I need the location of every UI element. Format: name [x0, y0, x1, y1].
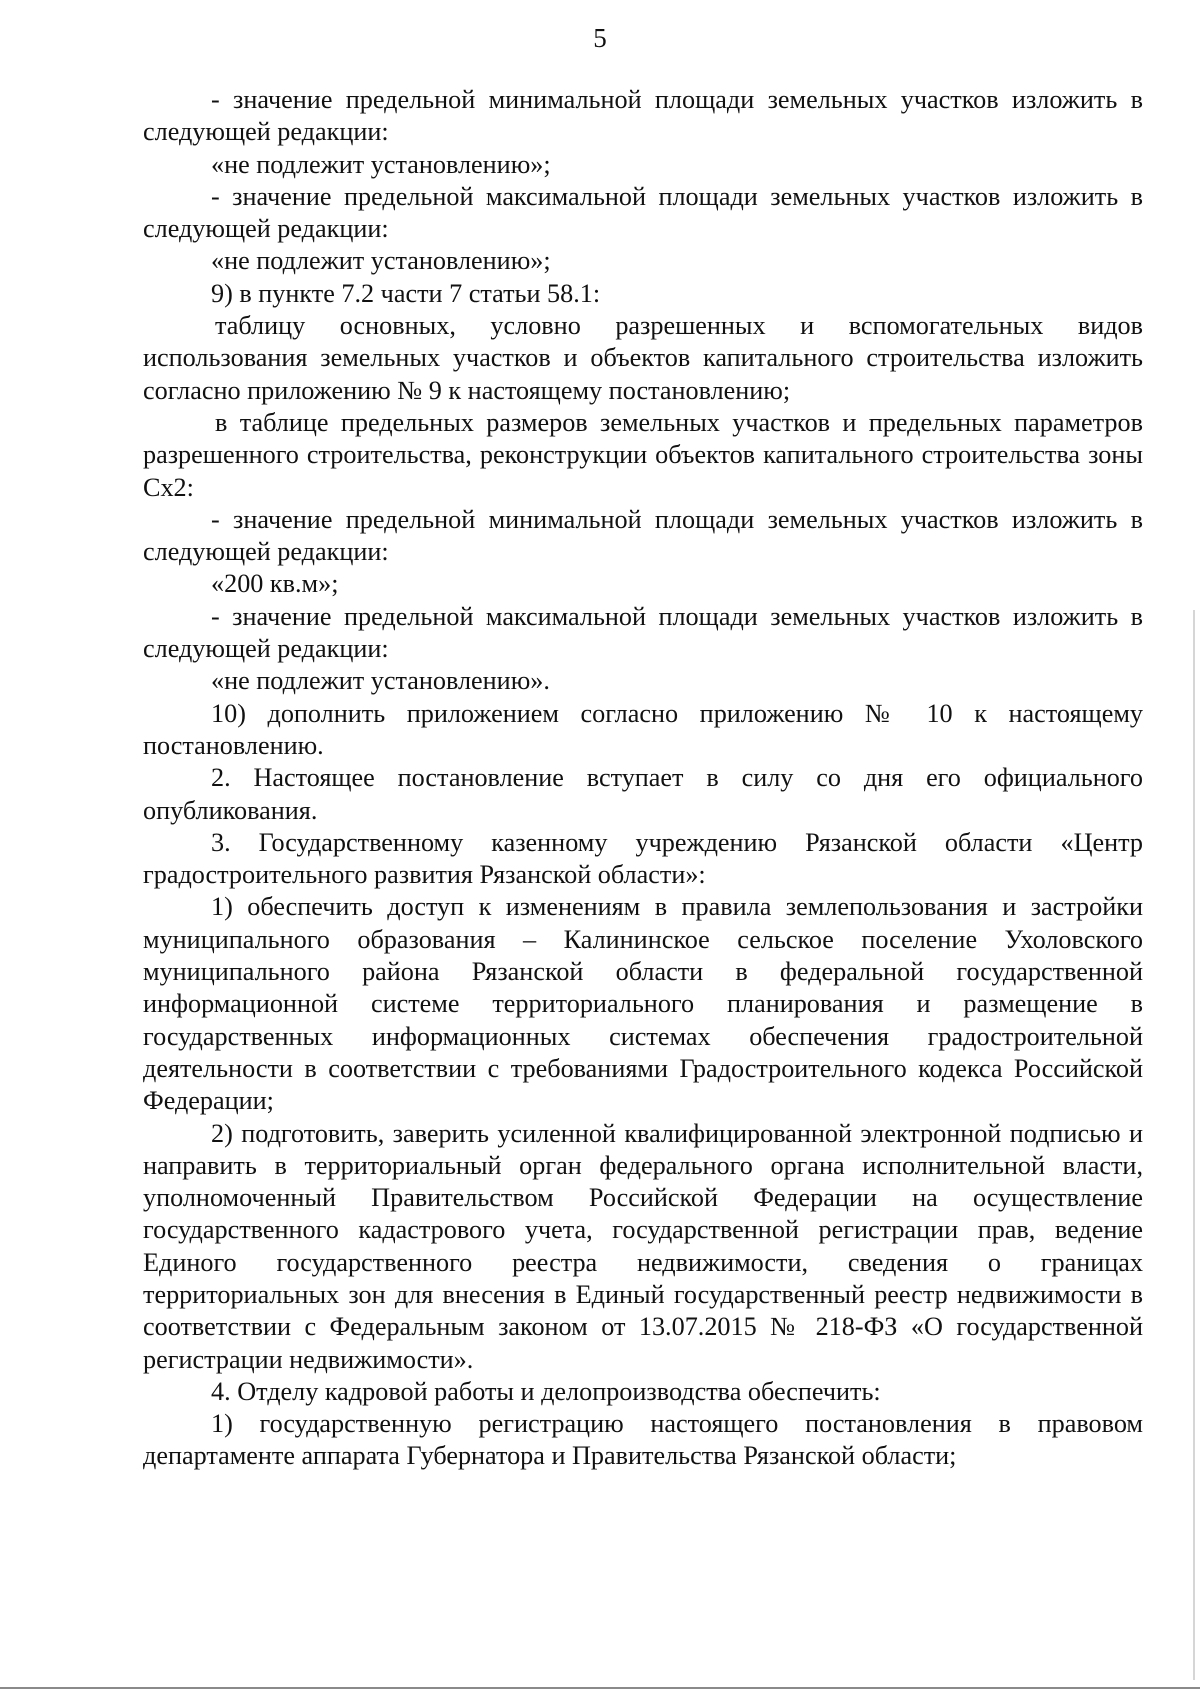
scan-bottom-edge [0, 1687, 1200, 1689]
paragraph-min-area-sx2-value: «200 кв.м»; [211, 569, 339, 599]
paragraph-item-9: 9) в пункте 7.2 части 7 статьи 58.1: [211, 278, 601, 308]
paragraph-section-4: 4. Отделу кадровой работы и делопроизводства обеспечить: [211, 1376, 881, 1406]
paragraph-max-area-sx2: - значение предельной максимальной площади земельных участков изложить в следующей редакции: [143, 601, 1143, 664]
paragraph-item-10: 10) дополнить приложением согласно приложению № 10 к настоящему постановлению. [143, 698, 1143, 760]
paragraph-max-area-sx2-value: «не подлежит установлению». [211, 666, 550, 696]
paragraph-max-area: - значение предельной максимальной площади земельных участков изложить в следующей редакции: [143, 181, 1143, 244]
paragraph-min-area-value: «не подлежит установлению»; [211, 149, 551, 179]
document-body [143, 84, 1143, 1473]
scan-edge-shadow [1193, 610, 1195, 1680]
paragraph-section-3-item-2: 2) подготовить, заверить усиленной квалифицированной электронной подписью и направить в территориальный орган федерального органа исполнительной власти, уполномоченный Правительством Российской Федерации на осуществление государственного кадастрового учета, государственной регистрации прав, ведение Единого государственного реестра недвижимости, сведения о границах территориальных зон для внесения в Единый государственный реестр недвижимости в соответствии с Федеральным законом от 13.07.2015 № 218-ФЗ «О государственной регистрации недвижимости». [143, 1118, 1143, 1374]
paragraph-section-2: 2. Настоящее постановление вступает в силу со дня его официального опубликования. [143, 763, 1143, 825]
paragraph-max-area-value: «не подлежит установлению»; [211, 246, 551, 276]
paragraph-table-usage: таблицу основных, условно разрешенных и вспомогательных видов использования земельных участков и объектов капитального строительства изложить согласно приложению № 9 к настоящему постановлению; [143, 311, 1143, 405]
page-number: 5 [593, 23, 607, 53]
paragraph-section-3-item-1: 1) обеспечить доступ к изменениям в правила землепользования и застройки муниципального образования – Калининское сельское поселение Ухоловского муниципального района Рязанской области в федеральной государственной информационной системе территориального планирования и размещение в государственных информационных системах обеспечения градостроительной деятельности в соответствии с требованиями Градостроительного кодекса Российской Федерации; [143, 892, 1143, 1116]
paragraph-min-area: - значение предельной минимальной площади земельных участков изложить в следующей редакции: [143, 85, 1143, 147]
paragraph-section-3: 3. Государственному казенному учреждению Рязанской области «Центр градостроительного развития Рязанской области»: [143, 827, 1143, 890]
paragraph-min-area-sx2: - значение предельной минимальной площади земельных участков изложить в следующей редакции: [143, 504, 1143, 567]
paragraph-table-limits: в таблице предельных размеров земельных участков и предельных параметров разрешенного строительства, реконструкции объектов капитального строительства зоны Сх2: [143, 407, 1143, 502]
paragraph-section-4-item-1: 1) государственную регистрацию настоящего постановления в правовом департаменте аппарата Губернатора и Правительства Рязанской области; [143, 1409, 1143, 1471]
